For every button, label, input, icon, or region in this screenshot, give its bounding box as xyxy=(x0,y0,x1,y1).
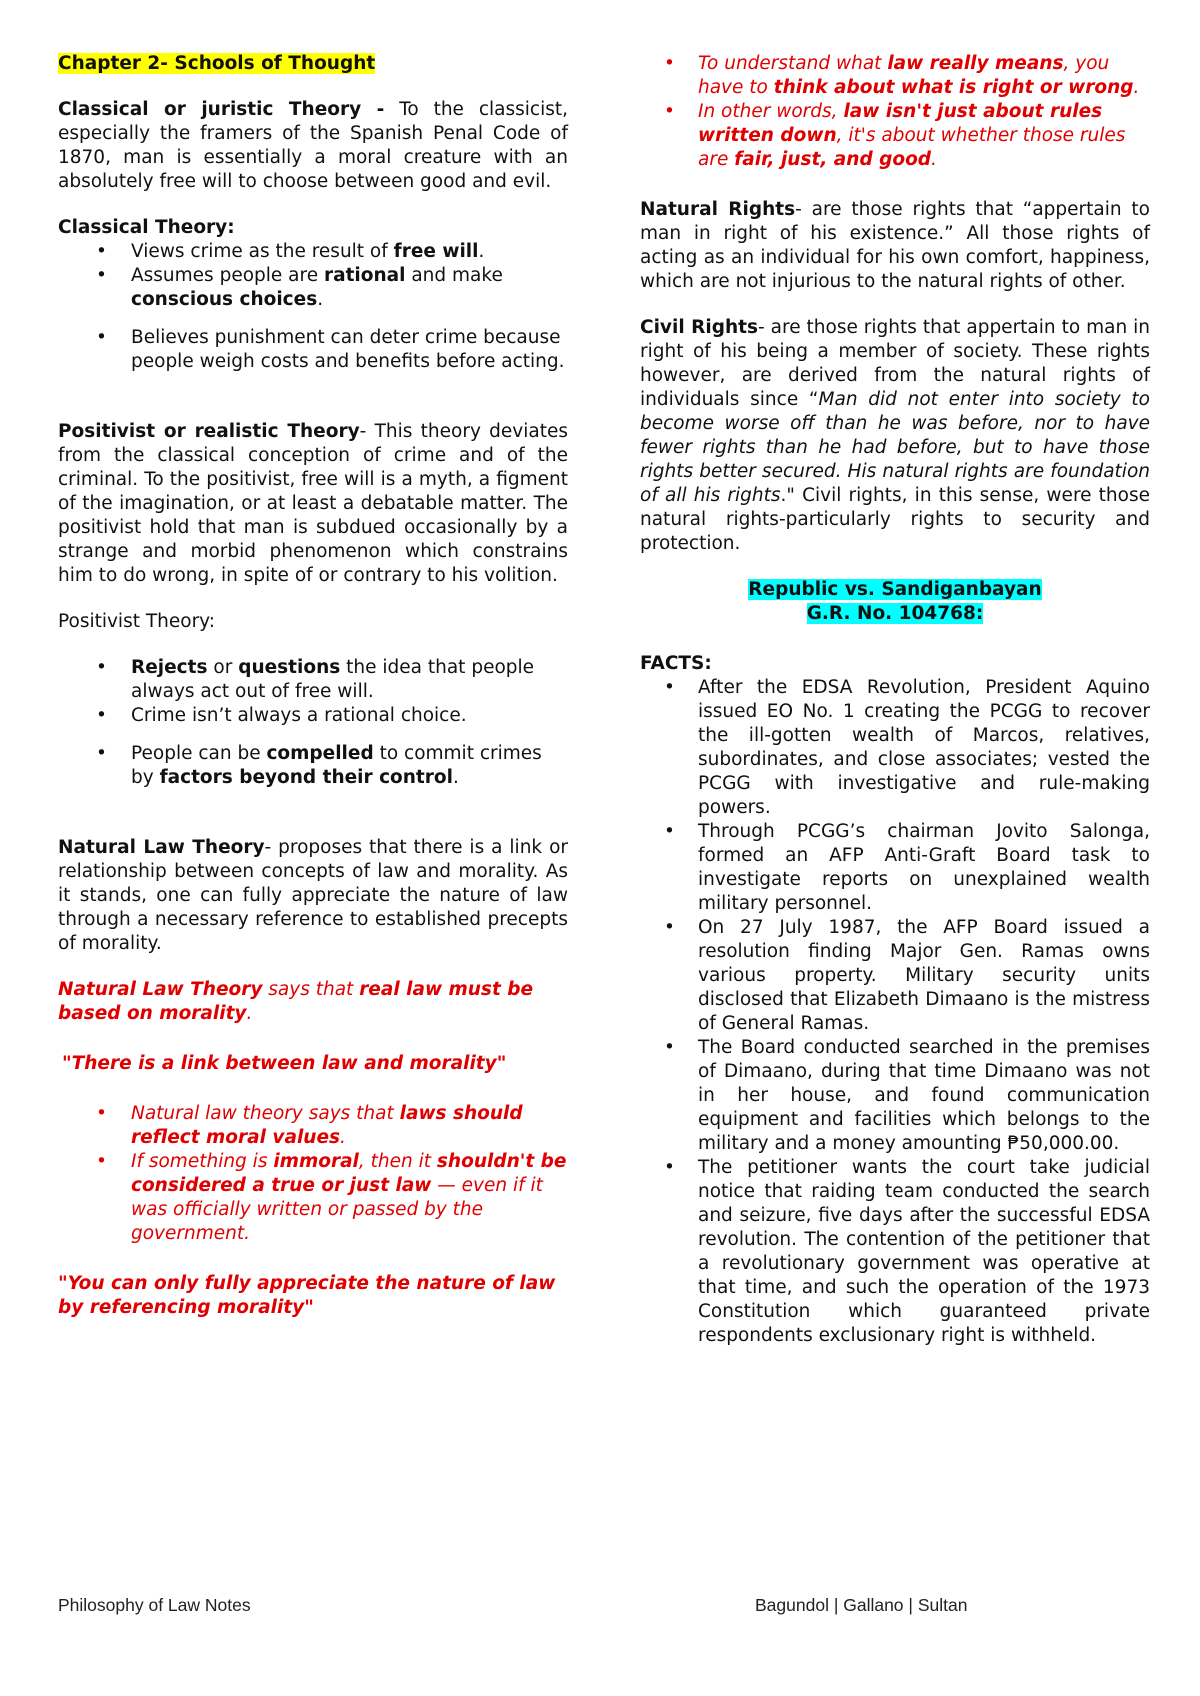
bullet-icon: • xyxy=(96,265,107,286)
natural-law-red-summary: Natural Law Theory says that real law must be based on morality. xyxy=(58,979,534,1024)
natural-rights-term: Natural Rights xyxy=(640,199,796,220)
list-item: • Crime isn’t always a rational choice. xyxy=(96,705,467,726)
classical-term: Classical or juristic Theory - xyxy=(58,99,385,120)
list-item: • People can be compelled to commit crimes by factors beyond their control. xyxy=(96,743,542,788)
case-title: Republic vs. Sandiganbayan xyxy=(748,579,1042,600)
list-item: • Assumes people are rational and make conscious choices. xyxy=(96,265,503,310)
natural-law-red-list xyxy=(58,1102,568,1246)
natural-law-term: Natural Law Theory xyxy=(58,837,265,858)
list-item: • Rejects or questions the idea that people always act out of free will. xyxy=(96,657,535,702)
right-column xyxy=(640,52,1150,1348)
bullet-icon: • xyxy=(664,821,675,842)
list-item: • The petitioner wants the court take judicial notice that raiding team conducted the search and seizure, five days after the successful EDSA revolution. The contention of the petitioner that a revolutionary government was operative at that time, and such the operation of the 1973 Constitution which guaranteed private respondents exclusionary right is withheld. xyxy=(664,1157,1150,1346)
bullet-icon: • xyxy=(664,1037,675,1058)
quote-law-morality: "There is a link between law and morality" xyxy=(62,1053,507,1074)
law-meaning-red-list xyxy=(640,52,1150,172)
bullet-icon: • xyxy=(96,705,107,726)
list-item: • If something is immoral, then it shouldn't be considered a true or just law — even if it was officially written or passed by the government. xyxy=(96,1151,567,1244)
bullet-icon: • xyxy=(664,917,675,938)
left-column xyxy=(58,52,568,1320)
classical-theory-heading: Classical Theory: xyxy=(58,217,235,238)
list-item: • In other words, law isn't just about rules written down, it's about whether those rules are fair, just, and good. xyxy=(664,101,1126,170)
bullet-icon: • xyxy=(96,241,107,262)
chapter-title: Chapter 2- Schools of Thought xyxy=(58,53,376,74)
classical-paragraph: Classical or juristic Theory - To the classicist, especially the framers of the Spanish Penal Code of 1870, man is essentially a moral creature with an absolutely free will to choose between good and evil. xyxy=(58,99,568,192)
bullet-icon: • xyxy=(96,327,107,348)
list-item: • Believes punishment can deter crime because people weigh costs and benefits before acting. xyxy=(96,327,565,372)
case-number: G.R. No. 104768: xyxy=(806,603,984,624)
footer-left: Philosophy of Law Notes xyxy=(58,1595,251,1615)
list-item: • On 27 July 1987, the AFP Board issued a resolution finding Major Gen. Ramas owns various property. Military security units disclosed that Elizabeth Dimaano is the mistress of General Ramas. xyxy=(664,917,1150,1034)
bullet-icon: • xyxy=(96,1103,107,1124)
classical-theory-list xyxy=(58,240,568,374)
quote-appreciate-morality: "You can only fully appreciate the nature of law by referencing morality" xyxy=(58,1273,556,1318)
footer-right: Bagundol | Gallano | Sultan xyxy=(755,1595,968,1615)
facts-list xyxy=(640,676,1150,1348)
list-item: • After the EDSA Revolution, President Aquino issued EO No. 1 creating the PCGG to recover the ill-gotten wealth of Marcos, relatives, subordinates, and close associates; vested the PCGG with investigative and rule-making powers. xyxy=(664,677,1150,818)
bullet-icon: • xyxy=(96,1151,107,1172)
positivist-paragraph: Positivist or realistic Theory- This theory deviates from the classical conception of crime and of the criminal. To the positivist, free will is a myth, a figment of the imagination, or at least a debatable matter. The positivist hold that man is subdued occasionally by a strange and morbid phenomenon which constrains him to do wrong, in spite of or contrary to his volition. xyxy=(58,421,568,586)
bullet-icon: • xyxy=(96,743,107,764)
civil-rights-term: Civil Rights xyxy=(640,317,759,338)
positivist-term: Positivist or realistic Theory xyxy=(58,421,360,442)
list-item: • To understand what law really means, you have to think about what is right or wrong. xyxy=(664,53,1140,98)
positivist-theory-heading: Positivist Theory: xyxy=(58,611,216,632)
bullet-icon: • xyxy=(664,677,675,698)
positivist-theory-list xyxy=(58,656,568,790)
list-item: • The Board conducted searched in the premises of Dimaano, during that time Dimaano was not in her house, and found communication equipment and facilities which belongs to the military and a money amounting ₱50,000.00. xyxy=(664,1037,1150,1154)
facts-heading: FACTS: xyxy=(640,653,712,674)
list-item: • Views crime as the result of free will. xyxy=(96,241,485,262)
civil-rights-paragraph: Civil Rights- are those rights that appertain to man in right of his being a member of society. These rights however, are derived from the natural rights of individuals since “Man did not enter into society to become worse off than he was before, nor to have fewer rights than he had before, but to have those rights better secured. His natural rights are foundation of all his rights." Civil rights, in this sense, were those natural rights-particularly rights to security and protection. xyxy=(640,317,1150,554)
list-item: • Natural law theory says that laws should reflect moral values. xyxy=(96,1103,523,1148)
bullet-icon: • xyxy=(664,1157,675,1178)
natural-law-paragraph: Natural Law Theory- proposes that there is a link or relationship between concepts of law and morality. As it stands, one can fully appreciate the nature of law through a necessary reference to established precepts of morality. xyxy=(58,837,568,954)
bullet-icon: • xyxy=(96,657,107,678)
natural-rights-paragraph: Natural Rights- are those rights that “appertain to man in right of his existence.” All those rights of acting as an individual for his own comfort, happiness, which are not injurious to the natural rights of other. xyxy=(640,199,1150,292)
bullet-icon: • xyxy=(664,101,675,122)
bullet-icon: • xyxy=(664,53,675,74)
list-item: • Through PCGG’s chairman Jovito Salonga, formed an AFP Anti-Graft Board task to investigate reports on unexplained wealth military personnel. xyxy=(664,821,1150,914)
